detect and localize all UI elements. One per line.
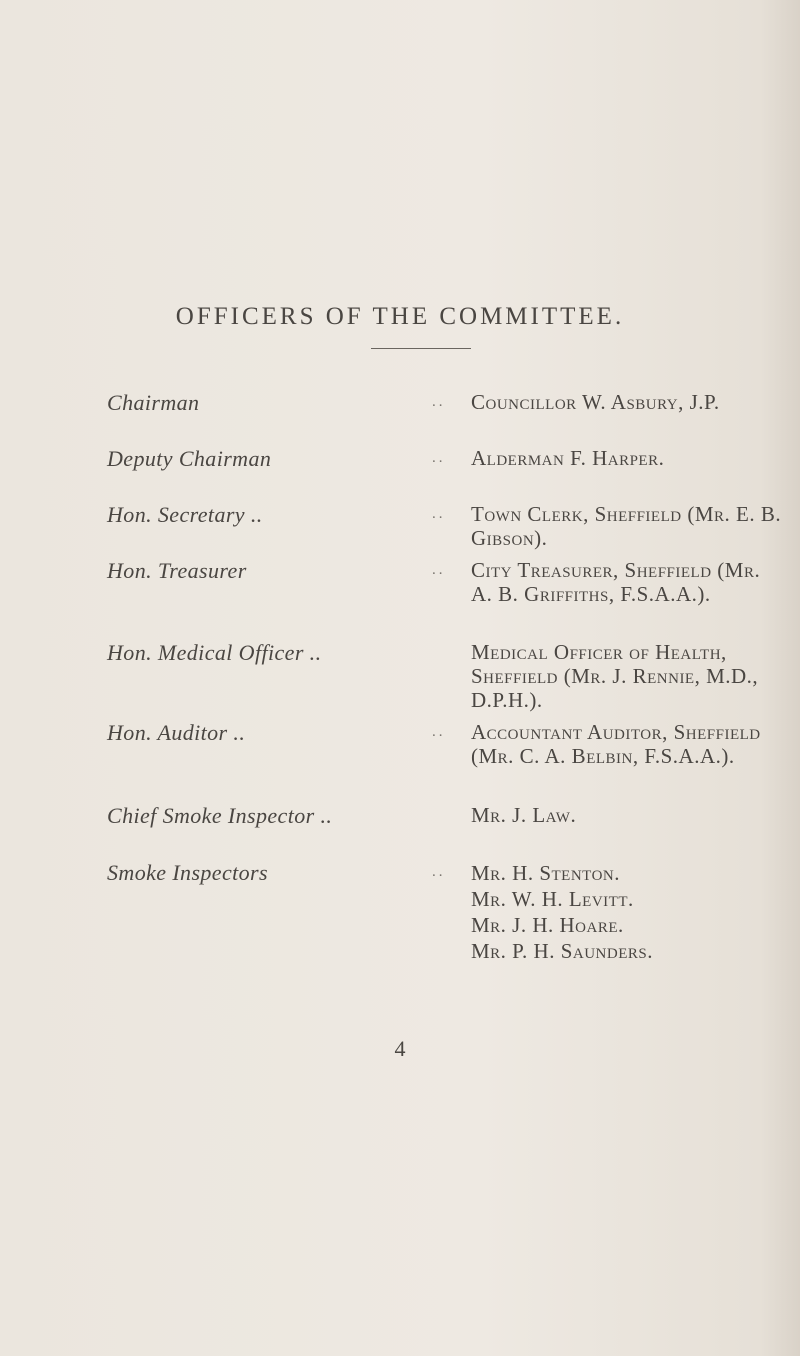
officer-label: Chief Smoke Inspector ..: [107, 803, 333, 828]
page-title: OFFICERS OF THE COMMITTEE.: [175, 303, 625, 330]
officer-label: Hon. Medical Officer ..: [107, 640, 322, 665]
inspector-name: Mr. P. H. Saunders.: [471, 939, 653, 963]
inspector-name: Mr. H. Stenton.: [471, 861, 620, 885]
officer-label: Hon. Auditor ..: [107, 720, 246, 745]
inspector-name: Mr. W. H. Levitt.: [471, 887, 634, 911]
inspector-list: [471, 860, 776, 964]
officer-label: Hon. Treasurer: [107, 558, 247, 583]
page-number: 4: [394, 1036, 406, 1061]
leader-dots: ..: [432, 394, 446, 410]
leader-dots: ..: [432, 506, 446, 522]
leader-dots: ..: [432, 864, 446, 880]
officer-label: Chairman: [107, 390, 200, 415]
officer-name: Town Clerk, Sheffield (Mr. E. B. Gibson).: [471, 502, 782, 550]
inspector-name: Mr. J. H. Hoare.: [471, 913, 624, 937]
leader-dots: ..: [432, 562, 446, 578]
officer-name: City Treasurer, Sheffield (Mr. A. B. Griffiths, F.S.A.A.).: [471, 558, 761, 606]
officer-label: Smoke Inspectors: [107, 860, 268, 885]
officer-name: Accountant Auditor, Sheffield (Mr. C. A. Belbin, F.S.A.A.).: [471, 720, 761, 768]
leader-dots: ..: [432, 724, 446, 740]
officer-name: Medical Officer of Health, Sheffield (Mr. J. Rennie, M.D., D.P.H.).: [471, 640, 759, 712]
title-rule: [371, 348, 471, 349]
officer-label: Hon. Secretary ..: [107, 502, 263, 527]
officer-name: Mr. J. Law.: [471, 803, 577, 827]
officer-name: Councillor W. Asbury, J.P.: [471, 390, 720, 414]
officer-label: Deputy Chairman: [107, 446, 272, 471]
leader-dots: ..: [432, 450, 446, 466]
officer-name: Alderman F. Harper.: [471, 446, 665, 470]
